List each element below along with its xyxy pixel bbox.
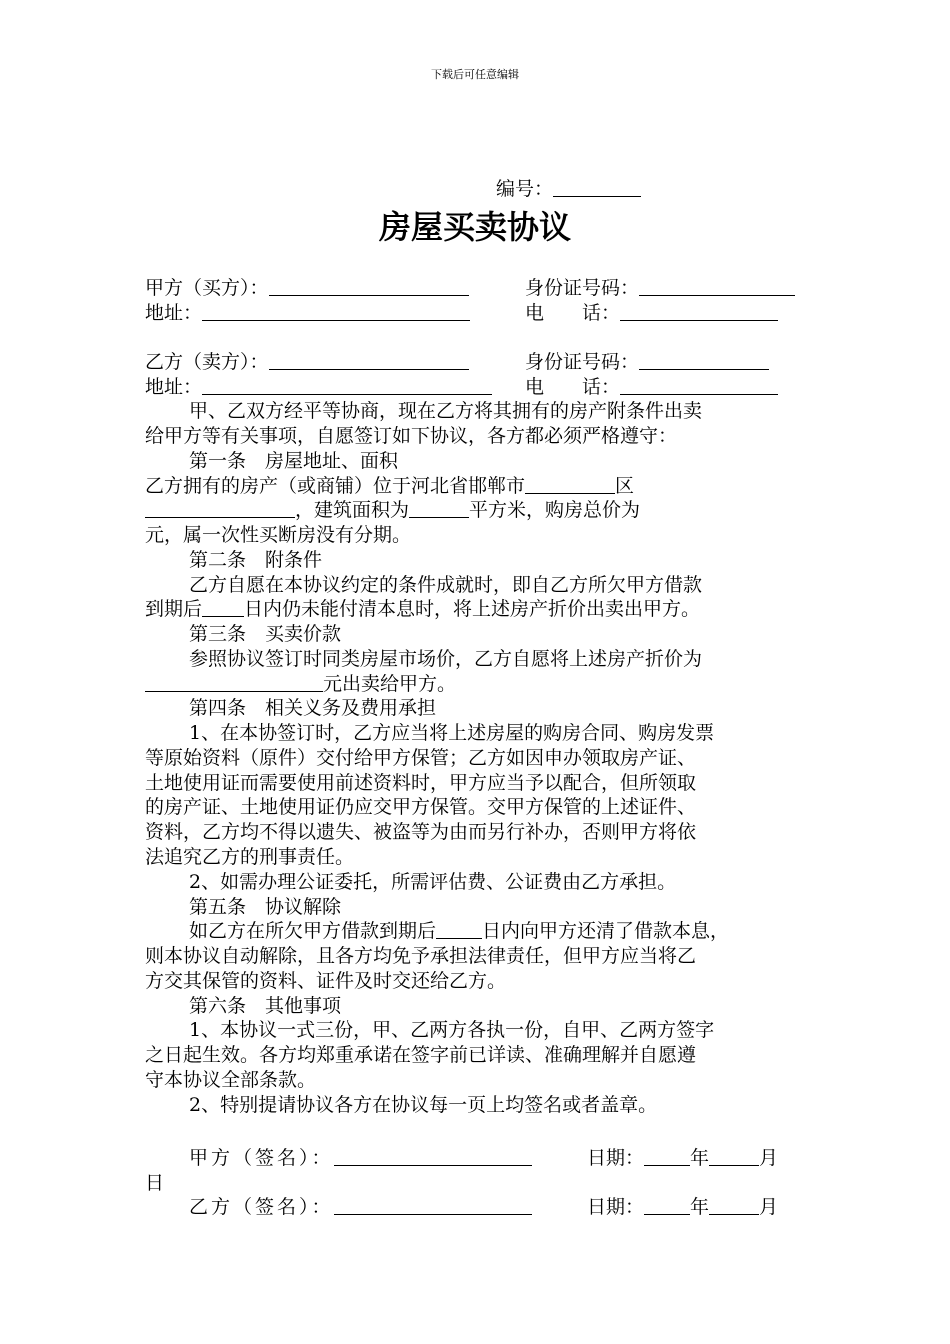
article-3-text: 元出卖给甲方。: [323, 673, 457, 695]
party-a-signature-blank[interactable]: [334, 1147, 532, 1166]
article-1-line: [145, 498, 640, 522]
article-4-line: 土地使用证而需要使用前述资料时，甲方应当予以配合，但所领取: [145, 772, 697, 794]
article-6-line: 1、本协议一式三份，甲、乙两方各执一份，自甲、乙两方签字: [189, 1019, 715, 1041]
party-b-phone-blank[interactable]: [620, 376, 778, 395]
page-header-note: 下载后可任意编辑: [431, 68, 519, 81]
article-6-line: 之日起生效。各方均郑重承诺在签字前已详读、准确理解并自愿遵: [145, 1044, 697, 1066]
party-b-signature-blank[interactable]: [334, 1196, 532, 1215]
party-b-sign-label: 乙方（签名）：: [189, 1196, 334, 1218]
party-b-address-label: 地址：: [145, 376, 203, 398]
article-5-line: [189, 919, 729, 943]
party-a-id-label: 身份证号码：: [525, 277, 640, 299]
district-blank[interactable]: [525, 475, 615, 494]
article-2-line: [145, 597, 700, 621]
party-a-phone-label: 电 话：: [525, 302, 621, 324]
article-3-heading: 第三条 买卖价款: [189, 623, 342, 645]
party-b-id-blank[interactable]: [639, 351, 769, 370]
article-1-text: 乙方拥有的房产（或商铺）位于河北省邯郸市: [145, 475, 526, 497]
party-a-address-label: 地址：: [145, 302, 203, 324]
intro-line: 甲、乙双方经平等协商，现在乙方将其拥有的房产附条件出卖: [189, 400, 703, 422]
date-label: 日期：: [587, 1196, 645, 1218]
article-4-line: 的房产证、土地使用证仍应交甲方保管。交甲方保管的上述证件、: [145, 796, 697, 818]
party-a-sign-label: 甲方（签名）：: [189, 1147, 334, 1169]
party-a-line: [145, 276, 469, 300]
party-b-label: 乙方（卖方）：: [145, 351, 269, 373]
date-label: 日期：: [587, 1147, 645, 1169]
article-4-line: 法追究乙方的刑事责任。: [145, 846, 355, 868]
party-b-line: [145, 350, 469, 374]
party-a-name-blank[interactable]: [269, 277, 469, 296]
address-detail-blank[interactable]: [145, 499, 295, 518]
intro-line: 给甲方等有关事项，自愿签订如下协议，各方都必须严格遵守：: [145, 425, 678, 447]
article-1-text: 区: [615, 475, 635, 497]
month-blank[interactable]: [709, 1147, 759, 1166]
article-3-line: [145, 672, 456, 696]
party-b-phone-label: 电 话：: [525, 376, 621, 398]
article-4-heading: 第四条 相关义务及费用承担: [189, 697, 437, 719]
party-b-address-blank[interactable]: [202, 376, 492, 395]
party-b-signature-line: [189, 1195, 532, 1219]
article-2-text: 到期后: [145, 598, 203, 620]
days-blank[interactable]: [202, 598, 244, 617]
year-blank[interactable]: [644, 1147, 690, 1166]
party-a-phone-line: [525, 301, 778, 325]
article-2-heading: 第二条 附条件: [189, 549, 323, 571]
number-blank[interactable]: [553, 178, 641, 197]
party-a-address-blank[interactable]: [202, 302, 470, 321]
party-a-phone-blank[interactable]: [620, 302, 778, 321]
article-5-line: 则本协议自动解除，且各方均免予承担法律责任，但甲方应当将乙: [145, 945, 697, 967]
party-a-address-line: [145, 301, 470, 325]
party-a-date: [587, 1146, 778, 1170]
article-4-line: 1、在本协签订时，乙方应当将上述房屋的购房合同、购房发票: [189, 722, 715, 744]
day-label: 日: [145, 1172, 165, 1194]
article-6-line: 2、特别提请协议各方在协议每一页上均签名或者盖章。: [189, 1094, 658, 1116]
article-1-heading: 第一条 房屋地址、面积: [189, 450, 399, 472]
article-2-text: 日内仍未能付清本息时，将上述房产折价出卖出甲方。: [244, 598, 701, 620]
party-b-date: [587, 1195, 778, 1219]
article-1-text: 平方米，购房总价为: [469, 499, 641, 521]
year-label: 年: [690, 1147, 710, 1169]
party-b-address-line: [145, 375, 492, 399]
article-4-line: 资料，乙方均不得以遗失、被盗等为由而另行补办，否则甲方将依: [145, 821, 697, 843]
article-5-text: 如乙方在所欠甲方借款到期后: [189, 920, 437, 942]
party-a-signature-line: [189, 1146, 532, 1170]
month-blank[interactable]: [709, 1196, 759, 1215]
article-3-line: 参照协议签订时同类房屋市场价，乙方自愿将上述房产折价为: [189, 648, 703, 670]
article-1-line: [145, 474, 634, 498]
article-5-line: 方交其保管的资料、证件及时交还给乙方。: [145, 970, 507, 992]
party-b-id-label: 身份证号码：: [525, 351, 640, 373]
article-6-heading: 第六条 其他事项: [189, 995, 342, 1017]
article-1-text: ，建筑面积为: [295, 499, 410, 521]
party-b-id-line: [525, 350, 769, 374]
year-blank[interactable]: [644, 1196, 690, 1215]
area-blank[interactable]: [409, 499, 469, 518]
month-label: 月: [759, 1196, 779, 1218]
number-label: 编号：: [496, 178, 554, 200]
party-a-label: 甲方（买方）：: [145, 277, 269, 299]
month-label: 月: [759, 1147, 779, 1169]
price-blank[interactable]: [145, 673, 323, 692]
contract-number: [496, 174, 641, 201]
article-5-text: 日内向甲方还清了借款本息，: [482, 920, 730, 942]
party-a-id-blank[interactable]: [639, 277, 795, 296]
party-b-phone-line: [525, 375, 778, 399]
article-5-heading: 第五条 协议解除: [189, 896, 342, 918]
article-1-line: 元，属一次性买断房没有分期。: [145, 524, 412, 546]
article-4-line: 2、如需办理公证委托，所需评估费、公证费由乙方承担。: [189, 871, 677, 893]
repay-days-blank[interactable]: [436, 920, 482, 939]
article-2-line: 乙方自愿在本协议约定的条件成就时，即自乙方所欠甲方借款: [189, 574, 703, 596]
party-b-name-blank[interactable]: [269, 351, 469, 370]
document-title: 房屋买卖协议: [378, 208, 571, 246]
party-a-id-line: [525, 276, 795, 300]
article-6-line: 守本协议全部条款。: [145, 1069, 317, 1091]
article-4-line: 等原始资料（原件）交付给甲方保管；乙方如因申办领取房产证、: [145, 747, 697, 769]
year-label: 年: [690, 1196, 710, 1218]
